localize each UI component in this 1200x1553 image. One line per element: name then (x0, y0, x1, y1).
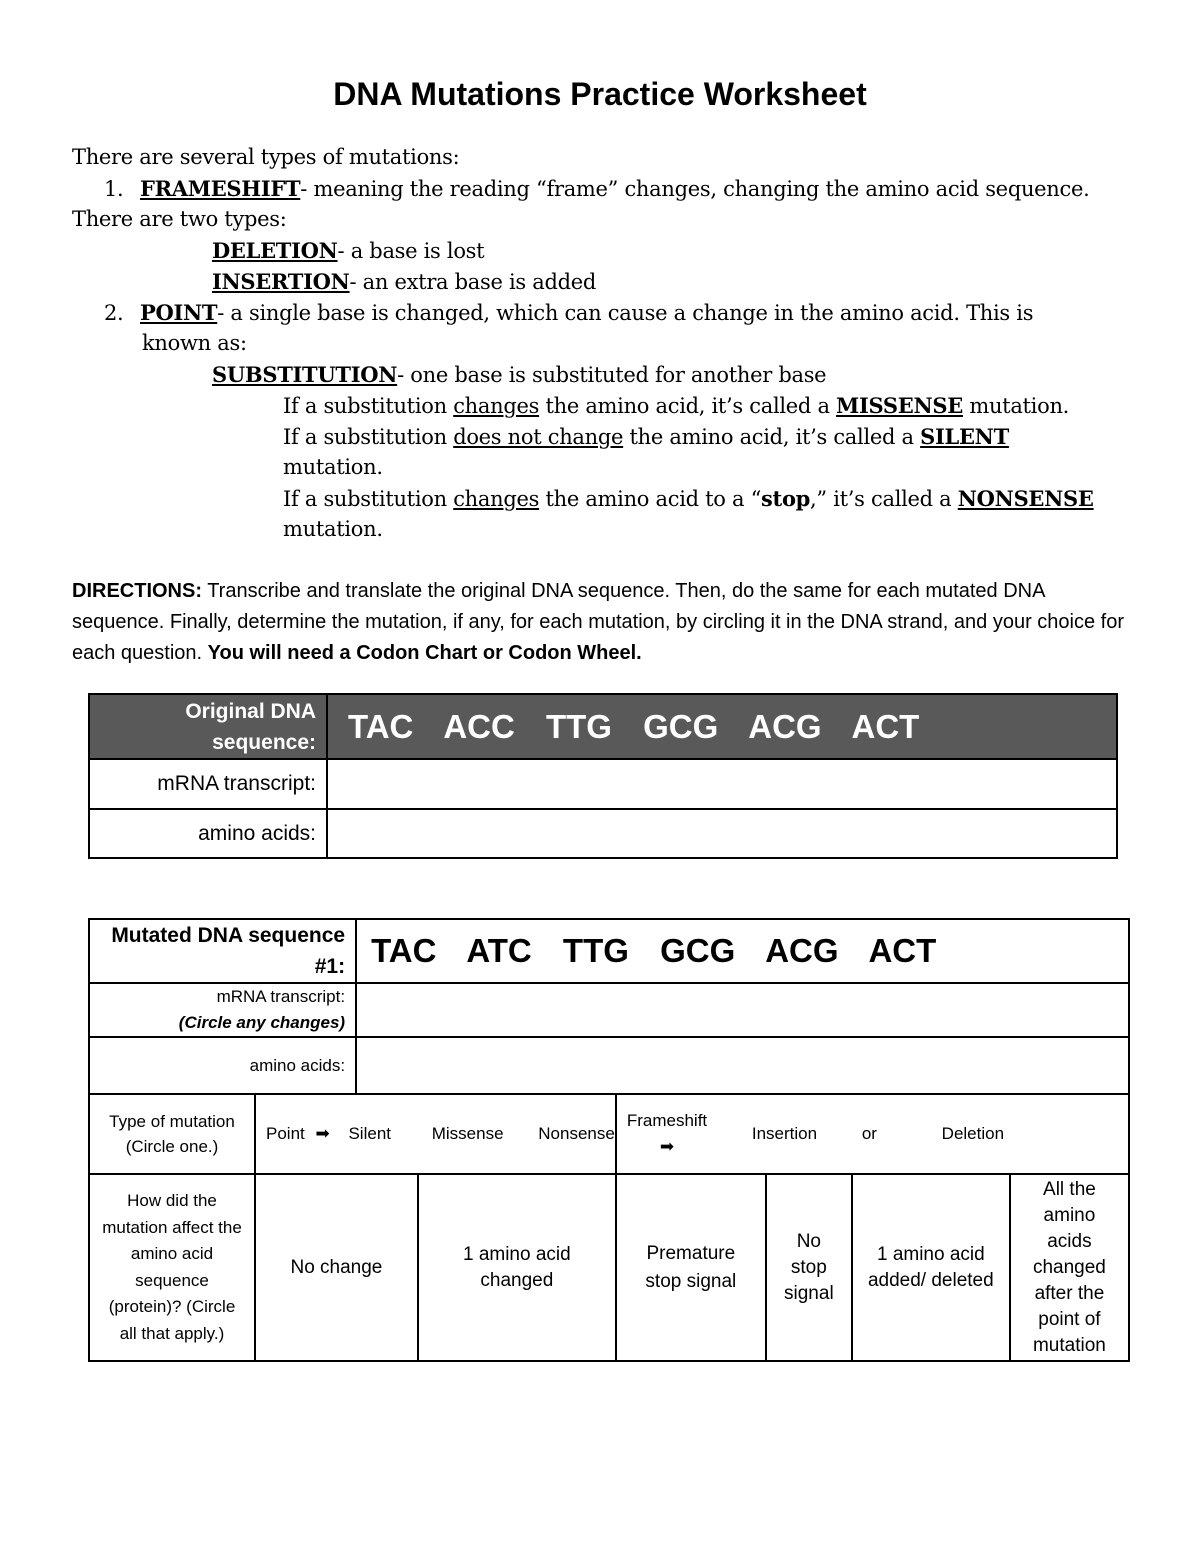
term-missense: MISSENSE (836, 393, 963, 418)
option-silent[interactable]: Silent (348, 1124, 391, 1143)
directions-note: You will need a Codon Chart or Codon Wheel. (207, 642, 642, 664)
frameshift-label-group (627, 1108, 707, 1160)
amino-acids-answer-cell[interactable] (327, 809, 1117, 858)
text: If a substitution (283, 425, 454, 449)
intro-line: There are two types: (72, 207, 287, 231)
effect-option-one-changed[interactable]: 1 amino acid changed (418, 1174, 616, 1361)
original-dna-label: Original DNA sequence: (89, 694, 327, 759)
definition-text: - a base is lost (337, 239, 485, 263)
silent-line (72, 421, 1132, 452)
amino-acids-answer-cell[interactable] (356, 1037, 1129, 1094)
intro-line: There are several types of mutations: (72, 145, 460, 169)
list-item-point (72, 297, 1132, 328)
table-row (89, 983, 1129, 1037)
missense-line (72, 390, 1132, 421)
mrna-note: (Circle any changes) (178, 1013, 346, 1032)
table-row (89, 759, 1117, 809)
text: the amino acid, it’s called a (623, 425, 921, 449)
point-label: Point (266, 1124, 305, 1143)
mutation-type-label: Type of mutation (Circle one.) (89, 1094, 255, 1174)
directions-paragraph (72, 576, 1137, 669)
table-row (89, 694, 1117, 759)
option-nonsense[interactable]: Nonsense (538, 1124, 615, 1143)
mutated-dna-table-1 (88, 918, 1130, 1362)
table-row (89, 1094, 1129, 1174)
list-item-frameshift (72, 173, 1132, 204)
original-dna-sequence[interactable]: TAC ACC TTG GCG ACG ACT (327, 694, 1117, 759)
definition-continuation: known as: (142, 331, 247, 355)
option-missense[interactable]: Missense (431, 1124, 504, 1143)
definition-text: - a single base is changed, which can cause a change in the amino acid. This is (217, 301, 1034, 325)
effect-option-no-stop[interactable]: No stop signal (766, 1174, 852, 1361)
definition-text: - meaning the reading “frame” changes, changing the amino acid sequence. (300, 177, 1090, 201)
list-number: 2. (104, 301, 124, 325)
effect-option-no-change[interactable]: No change (255, 1174, 418, 1361)
list-item-substitution (72, 359, 1132, 390)
term-deletion: DELETION (212, 238, 338, 263)
effect-option-added-deleted[interactable]: 1 amino acid added/ deleted (852, 1174, 1010, 1361)
term-frameshift: FRAMESHIFT (140, 176, 301, 201)
term-nonsense: NONSENSE (957, 486, 1094, 511)
frameshift-label: Frameshift (626, 1111, 708, 1130)
definition-text: - an extra base is added (349, 270, 597, 294)
term-silent: SILENT (920, 424, 1009, 449)
silent-continuation: mutation. (283, 455, 383, 479)
effect-option-all-changed[interactable]: All the amino acids changed after the point of mutation (1010, 1174, 1129, 1361)
term-insertion: INSERTION (212, 269, 350, 294)
frameshift-options-cell (616, 1094, 1129, 1174)
arrow-icon: ➡ (659, 1137, 675, 1156)
text: If a substitution (283, 487, 454, 511)
text: the amino acid to a “ (539, 487, 762, 511)
effect-option-premature-stop[interactable]: Premature stop signal (616, 1174, 766, 1361)
mutated-dna-sequence[interactable]: TAC ATC TTG GCG ACG ACT (356, 919, 1129, 983)
text: ,” it’s called a (810, 487, 958, 511)
list-item-insertion (72, 266, 1132, 297)
table-row (89, 809, 1117, 858)
emphasis: changes (453, 487, 540, 511)
mrna-label-cell (89, 983, 356, 1037)
mrna-answer-cell[interactable] (356, 983, 1129, 1037)
text: the amino acid, it’s called a (539, 394, 837, 418)
directions-text: Transcribe and translate the original DNA sequence. Then, do the same for each mutated DNA sequence. Finally, determine the mutation, if any, for each mutation, by circling it in the DNA strand, and your choice for each question. (72, 580, 1125, 664)
emphasis: changes (453, 394, 540, 418)
term-substitution: SUBSTITUTION (212, 362, 398, 387)
option-deletion[interactable]: Deletion (941, 1124, 1005, 1143)
original-dna-table (88, 693, 1118, 859)
nonsense-continuation: mutation. (283, 517, 383, 541)
mutation-types-intro (72, 142, 1132, 545)
mrna-answer-cell[interactable] (327, 759, 1117, 809)
text: If a substitution (283, 394, 454, 418)
list-number: 1. (104, 177, 124, 201)
term-point: POINT (140, 300, 218, 325)
stop-word: stop (761, 486, 811, 511)
table-row (89, 1037, 1129, 1094)
mrna-label: mRNA transcript: (216, 987, 346, 1006)
emphasis: does not change (453, 425, 624, 449)
table-row (89, 919, 1129, 983)
option-insertion[interactable]: Insertion (751, 1124, 818, 1143)
page-title: DNA Mutations Practice Worksheet (333, 76, 867, 112)
table-row (89, 1174, 1129, 1361)
arrow-icon: ➡ (315, 1124, 330, 1143)
mutated-dna-label: Mutated DNA sequence #1: (89, 919, 356, 983)
point-options-cell (255, 1094, 616, 1174)
definition-text: - one base is substituted for another base (397, 363, 827, 387)
effect-question-label: How did the mutation affect the amino acid sequence (protein)? (Circle all that apply.) (89, 1174, 255, 1361)
nonsense-line (72, 483, 1132, 514)
mrna-label: mRNA transcript: (89, 759, 327, 809)
list-item-deletion (72, 235, 1132, 266)
directions-label: DIRECTIONS: (72, 580, 202, 602)
amino-acids-label: amino acids: (89, 1037, 356, 1094)
or-text: or (861, 1124, 877, 1143)
text: mutation. (962, 394, 1070, 418)
amino-acids-label: amino acids: (89, 809, 327, 858)
